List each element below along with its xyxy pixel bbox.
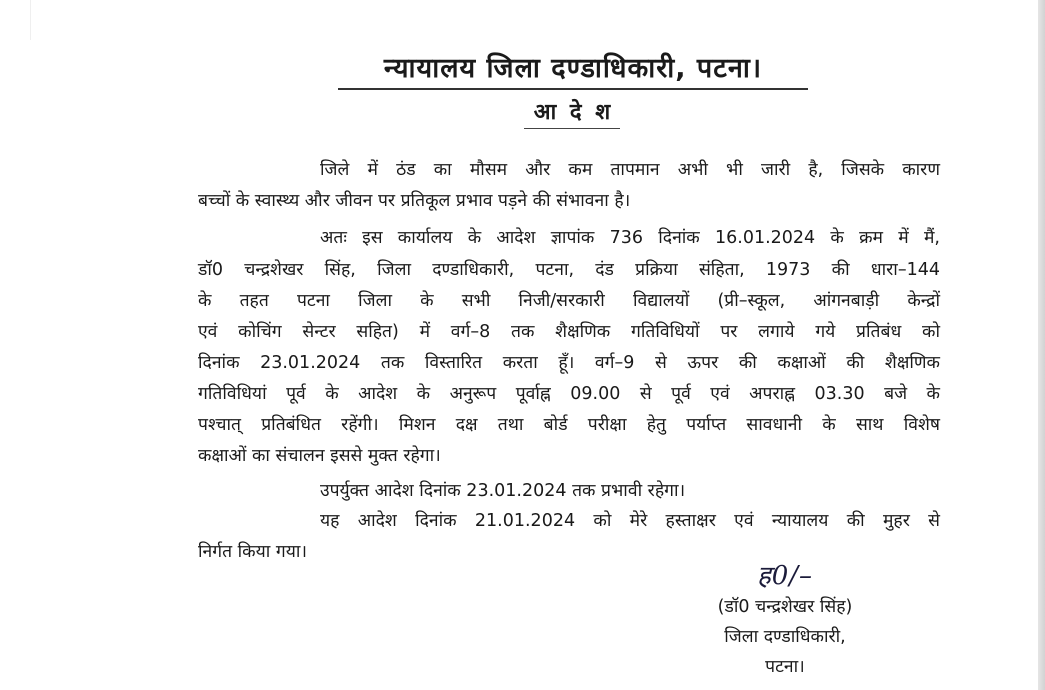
paragraph-3-line-1: उपर्युक्त आदेश दिनांक 23.01.2024 तक प्रभावी रहेगा।	[320, 481, 686, 501]
paragraph-2-line-3: के तहत पटना जिला के सभी निजी/सरकारी विद्यालयों (प्री–स्कूल, आंगनबाड़ी केन्द्रों	[198, 291, 940, 311]
handwritten-signature: ह0/–	[756, 561, 814, 591]
signatory-designation: जिला दण्डाधिकारी,	[724, 627, 846, 647]
paragraph-4-line-2: निर्गत किया गया।	[198, 542, 308, 562]
paragraph-2-line-1: अतः इस कार्यालय के आदेश ज्ञापांक 736 दिनांक 16.01.2024 के क्रम में मैं,	[320, 228, 940, 248]
signatory-name: (डॉ0 चन्द्रशेखर सिंह)	[717, 597, 853, 617]
scan-artifact	[30, 0, 31, 40]
paragraph-4-line-1: यह आदेश दिनांक 21.01.2024 को मेरे हस्ताक्षर एवं न्यायालय की मुहर से	[320, 511, 940, 531]
paragraph-2-line-2: डॉ0 चन्द्रशेखर सिंह, जिला दण्डाधिकारी, पटना, दंड प्रक्रिया संहिता, 1973 की धारा–144	[198, 260, 940, 280]
court-heading: न्यायालय जिला दण्डाधिकारी, पटना।	[338, 52, 808, 90]
paragraph-2-line-7: पश्चात् प्रतिबंधित रहेंगी। मिशन दक्ष तथा बोर्ड परीक्षा हेतु पर्याप्त सावधानी के साथ विशेष	[198, 415, 940, 435]
paragraph-2-line-8: कक्षाओं का संचालन इससे मुक्त रहेगा।	[198, 446, 441, 466]
paragraph-2-line-5: दिनांक 23.01.2024 तक विस्तारित करता हूँ। वर्ग–9 से ऊपर की कक्षाओं की शैक्षणिक	[198, 353, 940, 373]
paragraph-1-line-1: जिले में ठंड का मौसम और कम तापमान अभी भी जारी है, जिसके कारण	[320, 160, 940, 180]
signature-block	[660, 560, 910, 682]
paragraph-2-line-6: गतिविधियां पूर्व के आदेश के अनुरूप पूर्वाह्न 09.00 से पूर्व एवं अपराह्न 03.30 बजे के	[198, 384, 940, 404]
signatory-place: पटना।	[765, 657, 805, 677]
paragraph-1-line-2: बच्चों के स्वास्थ्य और जीवन पर प्रतिकूल प्रभाव पड़ने की संभावना है।	[198, 191, 631, 211]
page-edge-shadow	[1038, 0, 1045, 690]
order-subheading: आ दे श	[524, 98, 620, 129]
paragraph-2-line-4: एवं कोचिंग सेन्टर सहित) में वर्ग–8 तक शैक्षणिक गतिविधियों पर लगाये गये प्रतिबंध को	[198, 322, 940, 342]
